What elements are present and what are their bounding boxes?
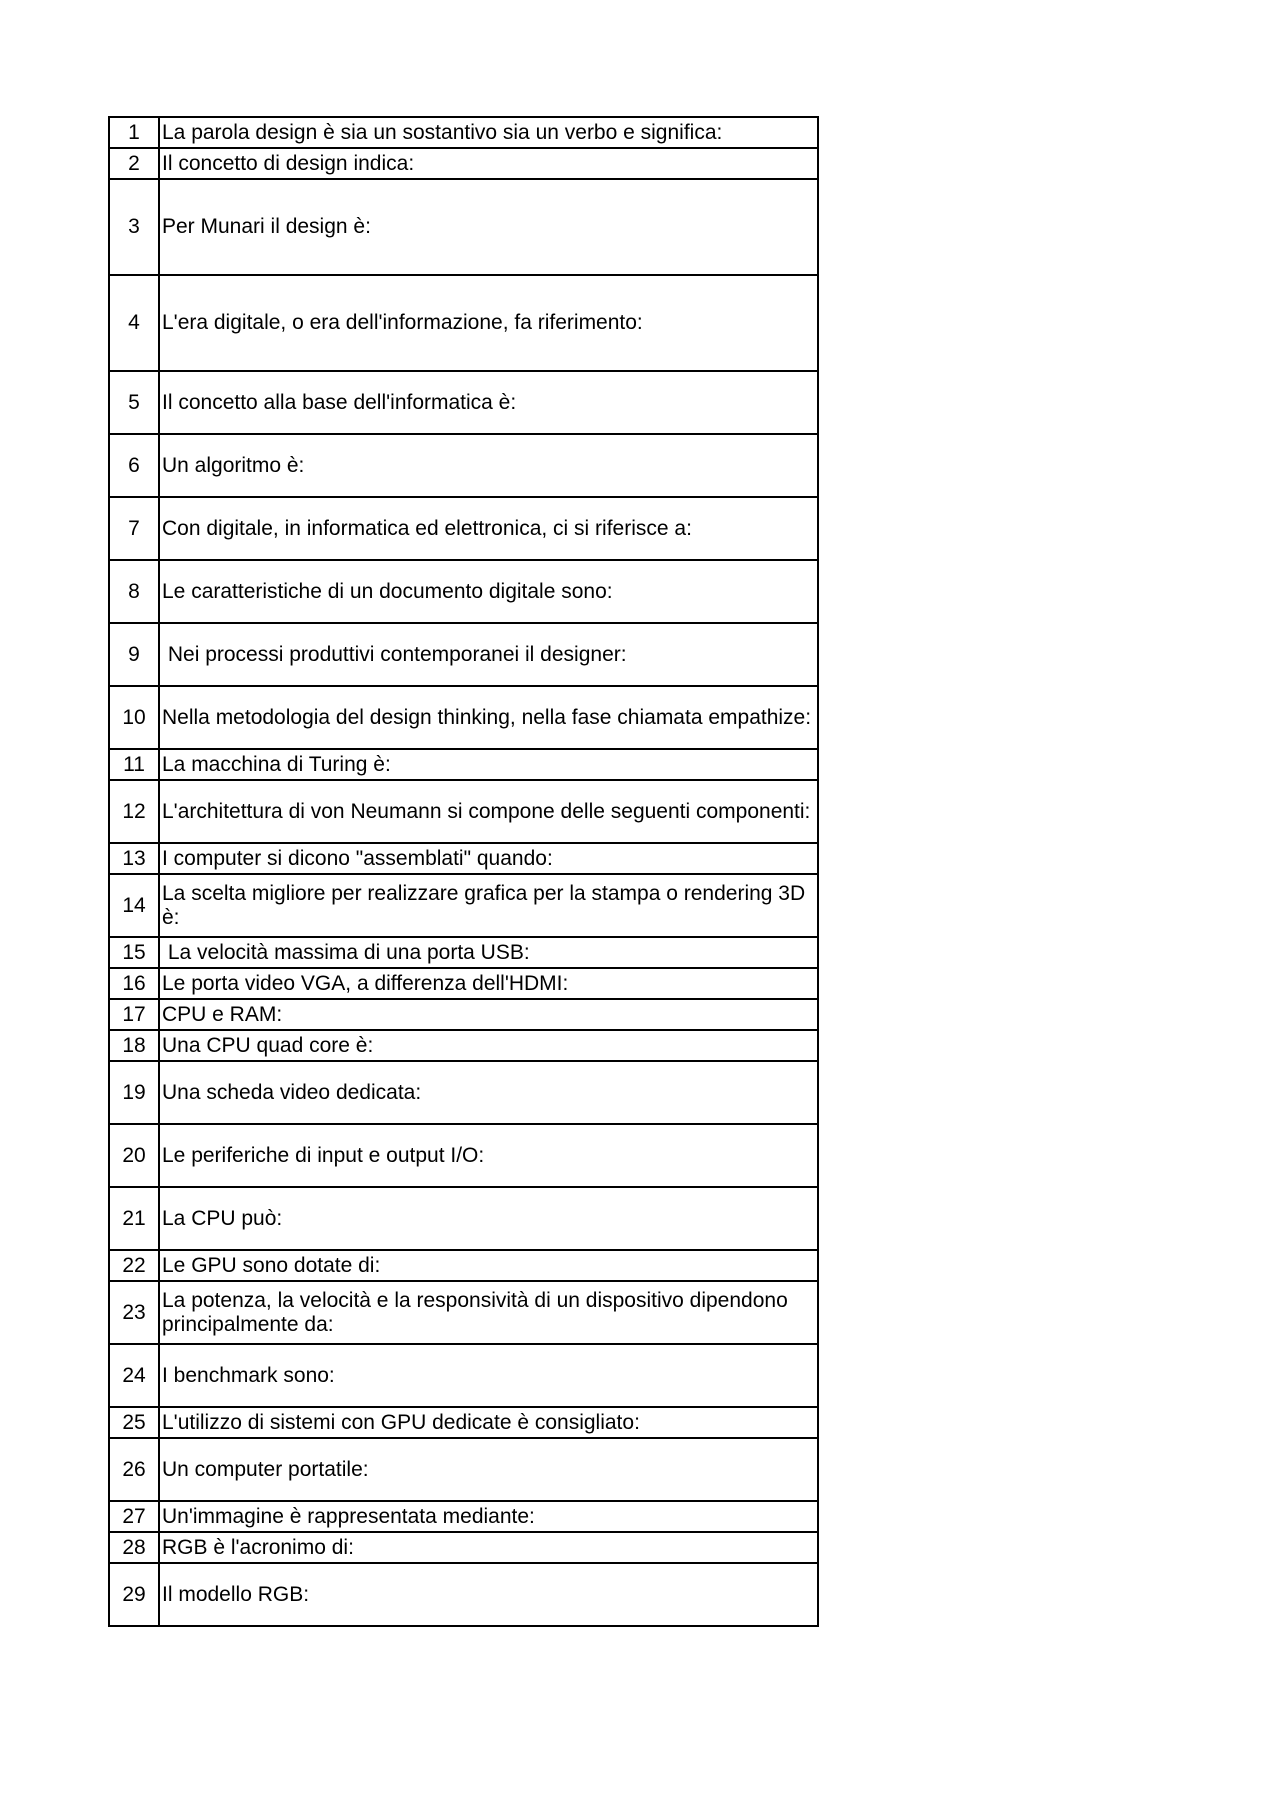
table-row (109, 371, 818, 434)
table-row (109, 1438, 818, 1501)
table-row (109, 874, 818, 937)
table-row (109, 1407, 818, 1438)
question-number: 24 (109, 1344, 159, 1407)
table-row (109, 179, 818, 275)
question-number: 4 (109, 275, 159, 371)
table-row (109, 1532, 818, 1563)
question-number: 22 (109, 1250, 159, 1281)
question-number: 17 (109, 999, 159, 1030)
question-number: 29 (109, 1563, 159, 1626)
question-number: 15 (109, 937, 159, 968)
table-row (109, 1124, 818, 1187)
question-number: 23 (109, 1281, 159, 1344)
table-row (109, 148, 818, 179)
question-number: 26 (109, 1438, 159, 1501)
question-number: 6 (109, 434, 159, 497)
table-row (109, 1250, 818, 1281)
question-text: Una CPU quad core è: (159, 1030, 818, 1061)
question-text: L'era digitale, o era dell'informazione, fa riferimento: (159, 275, 818, 371)
question-text: L'utilizzo di sistemi con GPU dedicate è consigliato: (159, 1407, 818, 1438)
questions-table-body (109, 117, 818, 1626)
question-text: Le periferiche di input e output I/O: (159, 1124, 818, 1187)
question-number: 10 (109, 686, 159, 749)
question-text: RGB è l'acronimo di: (159, 1532, 818, 1563)
question-text: Un algoritmo è: (159, 434, 818, 497)
question-text: La macchina di Turing è: (159, 749, 818, 780)
table-row (109, 999, 818, 1030)
table-row (109, 968, 818, 999)
table-row (109, 275, 818, 371)
table-row (109, 843, 818, 874)
table-row (109, 497, 818, 560)
question-text: La scelta migliore per realizzare grafica per la stampa o rendering 3D è: (159, 874, 818, 937)
question-number: 5 (109, 371, 159, 434)
question-number: 13 (109, 843, 159, 874)
question-text: Con digitale, in informatica ed elettronica, ci si riferisce a: (159, 497, 818, 560)
table-row (109, 1061, 818, 1124)
question-number: 7 (109, 497, 159, 560)
question-text: Le GPU sono dotate di: (159, 1250, 818, 1281)
question-number: 19 (109, 1061, 159, 1124)
question-text: Il concetto di design indica: (159, 148, 818, 179)
table-row (109, 780, 818, 843)
table-row (109, 623, 818, 686)
question-number: 20 (109, 1124, 159, 1187)
question-text: La CPU può: (159, 1187, 818, 1250)
table-row (109, 1030, 818, 1061)
question-number: 9 (109, 623, 159, 686)
question-text: Nella metodologia del design thinking, nella fase chiamata empathize: (159, 686, 818, 749)
table-row (109, 1563, 818, 1626)
question-sheet (108, 116, 819, 1627)
question-number: 2 (109, 148, 159, 179)
question-number: 25 (109, 1407, 159, 1438)
question-number: 21 (109, 1187, 159, 1250)
table-row (109, 117, 818, 148)
question-text: Le caratteristiche di un documento digitale sono: (159, 560, 818, 623)
question-number: 18 (109, 1030, 159, 1061)
question-number: 16 (109, 968, 159, 999)
question-text: I benchmark sono: (159, 1344, 818, 1407)
question-text: La parola design è sia un sostantivo sia un verbo e significa: (159, 117, 818, 148)
question-number: 14 (109, 874, 159, 937)
table-row (109, 1281, 818, 1344)
question-number: 28 (109, 1532, 159, 1563)
question-text: Il concetto alla base dell'informatica è: (159, 371, 818, 434)
question-text: La potenza, la velocità e la responsività di un dispositivo dipendono principalmente da: (159, 1281, 818, 1344)
question-text: L'architettura di von Neumann si compone delle seguenti componenti: (159, 780, 818, 843)
question-text: CPU e RAM: (159, 999, 818, 1030)
question-number: 11 (109, 749, 159, 780)
question-text: Le porta video VGA, a differenza dell'HDMI: (159, 968, 818, 999)
question-text: Per Munari il design è: (159, 179, 818, 275)
table-row (109, 686, 818, 749)
table-row (109, 434, 818, 497)
question-text: Il modello RGB: (159, 1563, 818, 1626)
table-row (109, 1344, 818, 1407)
table-row (109, 937, 818, 968)
question-number: 27 (109, 1501, 159, 1532)
table-row (109, 560, 818, 623)
questions-table (108, 116, 819, 1627)
table-row (109, 1501, 818, 1532)
question-text: I computer si dicono "assemblati" quando: (159, 843, 818, 874)
question-text: Un'immagine è rappresentata mediante: (159, 1501, 818, 1532)
question-number: 8 (109, 560, 159, 623)
question-number: 12 (109, 780, 159, 843)
question-text: Una scheda video dedicata: (159, 1061, 818, 1124)
question-number: 3 (109, 179, 159, 275)
table-row (109, 1187, 818, 1250)
question-text: Nei processi produttivi contemporanei il designer: (159, 623, 818, 686)
question-text: Un computer portatile: (159, 1438, 818, 1501)
question-text: La velocità massima di una porta USB: (159, 937, 818, 968)
table-row (109, 749, 818, 780)
question-number: 1 (109, 117, 159, 148)
